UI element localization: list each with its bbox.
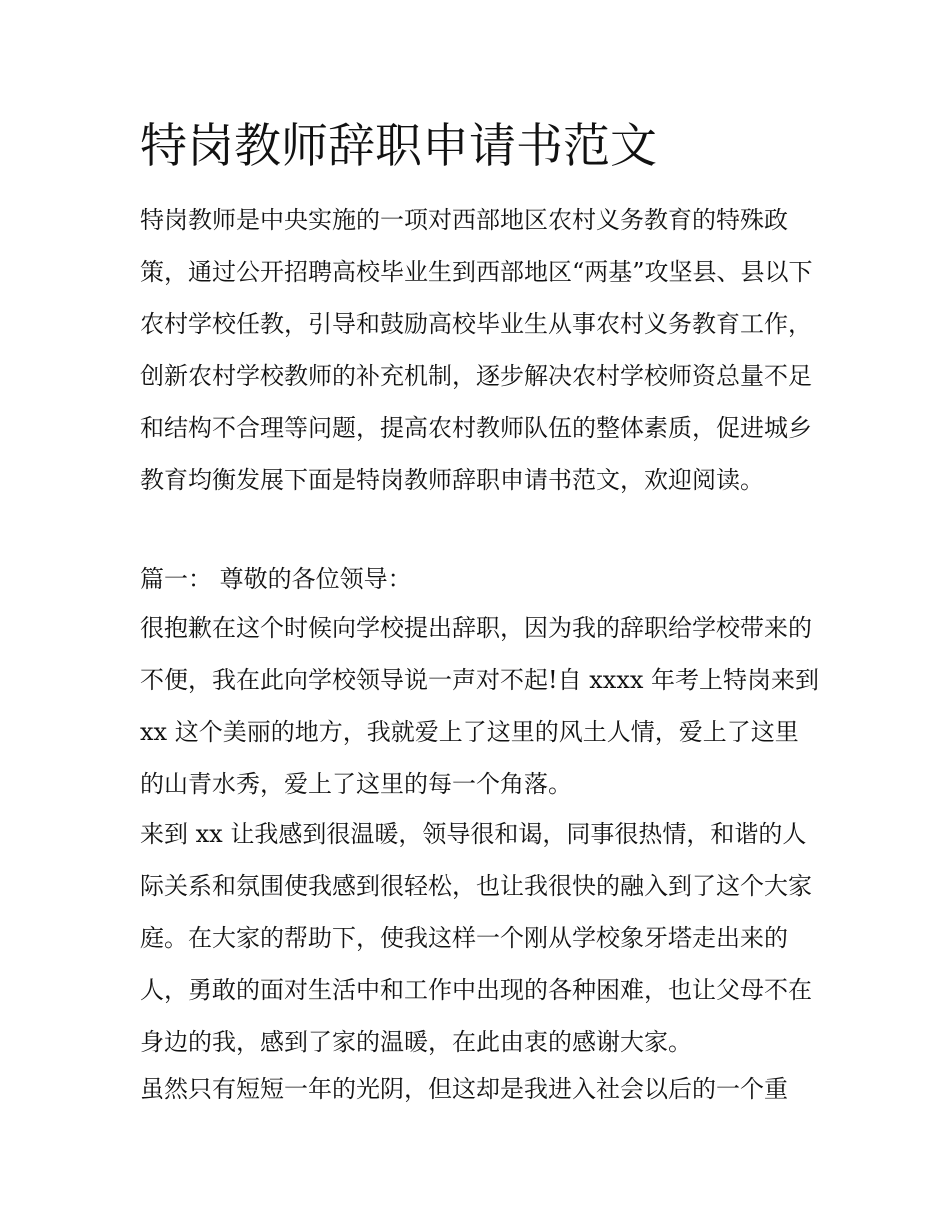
salutation-paragraph: 篇一： 尊敬的各位领导： [140, 565, 412, 593]
intro-paragraph: 特岗教师是中央实施的一项对西部地区农村义务教育的特殊政策，通过公开招聘高校毕业生到西部地区“两基”攻坚县、县以下农村学校任教，引导和鼓励高校毕业生从事农村义务教育工作，创新农村学校教师的补充机制，逐步解决农村学校师资总量不足和结构不合理等问题，提高农村教师队伍的整体素质，促进城乡教育均衡发展下面是特岗教师辞职申请书范文，欢迎阅读。 [140, 206, 813, 494]
body-paragraph-1: 很抱歉在这个时候向学校提出辞职，因为我的辞职给学校带来的不便，我在此向学校领导说一声对不起!自 xxxx 年考上特岗来到 xx 这个美丽的地方，我就爱上了这里的风土人情，爱上了这里的山青水秀，爱上了这里的每一个角落。 [140, 614, 820, 798]
document-title: 特岗教师辞职申请书范文 [140, 119, 657, 174]
body-paragraph-2: 来到 xx 让我感到很温暖，领导很和谒，同事很热情，和谐的人际关系和氛围使我感到很轻松，也让我很快的融入到了这个大家庭。在大家的帮助下，使我这样一个刚从学校象牙塔走出来的人，勇敢的面对生活中和工作中出现的各种困难，也让父母不在身边的我，感到了家的温暖，在此由衷的感谢大家。 [140, 820, 812, 1056]
body-paragraph-3: 虽然只有短短一年的光阴，但这却是我进入社会以后的一个重 [140, 1075, 788, 1103]
